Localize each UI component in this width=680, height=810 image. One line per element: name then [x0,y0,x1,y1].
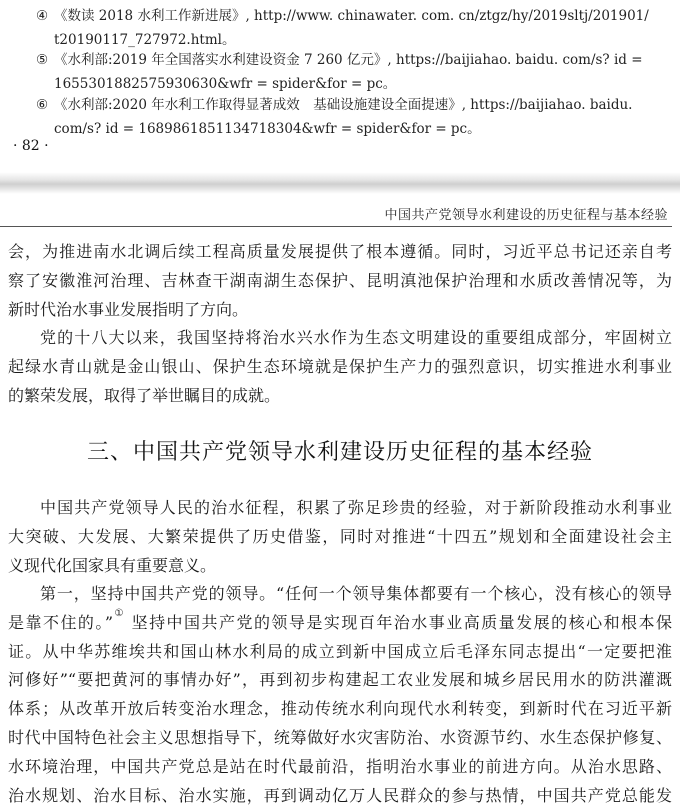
footnote-text: 《水利部:2019 年全国落实水利建设资金 7 260 亿元》, https://baijiahao. baidu. com/s? id = [54,52,643,68]
text-line: 起绿水青山就是金山银山、保护生态环境就是保护生产力的强烈意识，切实推进水利事业 [8,356,672,376]
text-line: 河修好”“要把黄河的事情办好”，再到初步构建起工农业发展和城乡居民用水的防洪灌溉 [8,670,672,690]
text-line: 义现代化国家具有重要意义。 [8,555,217,575]
paragraph-2 [8,324,672,410]
previous-page [0,0,680,172]
paragraph-4 [8,580,672,810]
page-gutter [0,172,680,194]
footnote-marker: ④ [36,8,49,24]
text-line: 新时代治水事业发展指明了方向。 [8,299,249,319]
footnote-text: 《水利部:2020 年水利工作取得显著成效 基础设施建设全面提速》, https://baijiahao. baidu. [54,97,633,113]
footnote-text: 《数读 2018 水利工作新进展》, http://www. chinawater. com. cn/ztgz/hy/2019sltj/201901/ [54,8,649,24]
page-number: · 82 · [13,138,49,154]
current-page [0,194,680,804]
quote-end: 是靠不住的。” [8,612,114,632]
text-line: 大突破、大发展、大繁荣提供了历史借鉴，同时对推进“十四五”规划和全面建设社会主 [8,526,672,546]
text-line [8,609,672,638]
running-head: 中国共产党领导水利建设的历史征程与基本经验 [384,208,668,223]
footnote-marker: ⑤ [36,52,49,68]
text-line: 的繁荣发展，取得了举世瞩目的成就。 [8,385,281,405]
text-line: 体系；从改革开放后转变治水理念，推动传统水利向现代水利转变，到新时代在习近平新 [8,699,672,719]
text-line: 会，为推进南水北调后续工程高质量发展提供了根本遵循。同时，习近平总书记还亲自考 [8,242,672,261]
section-title: 三、中国共产党领导水利建设历史征程的基本经验 [86,440,593,465]
footnote-marker: ⑥ [36,97,49,113]
paragraph-3 [8,494,672,580]
text-continuation: 坚持中国共产党的领导是实现百年治水事业高质量发展的核心和根本保 [125,612,673,632]
text-line: 证。从中华苏维埃共和国山林水利局的成立到新中国成立后毛泽东同志提出“一定要把淮 [8,641,672,661]
footnote-text: com/s? id = 1689861851134718304&wfr = spider&for = pc。 [54,121,481,137]
text-line: 水环境治理，中国共产党总是站在时代最前沿，指明治水事业的前进方向。从治水思路、 [8,756,672,776]
text-line: 时代中国特色社会主义思想指导下，统筹做好水灾害防治、水资源节约、水生态保护修复、 [8,727,672,747]
text-line: 治水规划、治水目标、治水实施，再到调动亿万人民群众的参与热情，中国共产党总能发 [8,785,672,805]
paragraph-1 [8,238,672,324]
text-line: 党的十八大以来，我国坚持将治水兴水作为生态文明建设的重要组成部分，牢固树立 [40,328,672,347]
footnote-6 [36,93,656,141]
text-line: 察了安徽淮河治理、吉林查干湖南湖生态保护、昆明滇池保护治理和水质改善情况等，为 [8,270,672,290]
footnote-ref[interactable]: ① [113,607,126,619]
footnote-text: 1655301882575930630&wfr = spider&for = pc。 [54,76,397,92]
footnote-5 [36,48,656,96]
text-line: 中国共产党领导人民的治水征程，积累了弥足珍贵的经验，对于新阶段推动水利事业 [40,498,672,517]
footnote-text: t20190117_727972.html。 [54,32,236,48]
header-rule [0,226,672,227]
text-line: 第一，坚持中国共产党的领导。“任何一个领导集体都要有一个核心，没有核心的领导 [40,584,672,603]
footnote-4 [36,4,656,52]
